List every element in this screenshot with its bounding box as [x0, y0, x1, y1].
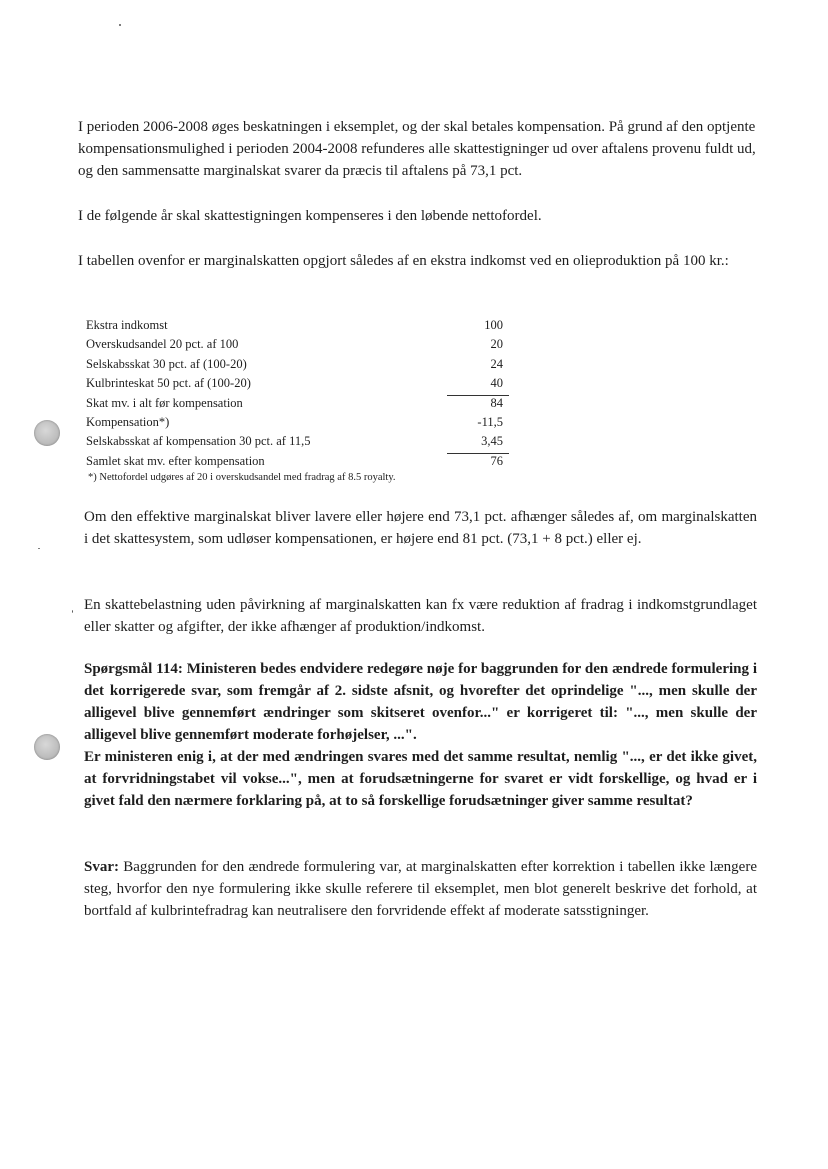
paragraph-tax-burden-example: En skattebelastning uden påvirkning af marginalskatten kan fx være reduktion af fradrag i indkomstgrundlaget eller skatter og afgifter, der ikke afhænger af produktion/indkomst. — [84, 597, 757, 635]
table-row — [86, 432, 511, 451]
row-value: 76 — [490, 453, 503, 468]
row-label: Kulbrinteskat 50 pct. af (100-20) — [86, 376, 251, 391]
row-label: Selskabsskat af kompensation 30 pct. af 11,5 — [86, 434, 311, 449]
table-row — [86, 316, 511, 335]
row-label: Samlet skat mv. efter kompensation — [86, 453, 265, 468]
paragraph-effective-marginal-tax: Om den effektive marginalskat bliver lavere eller højere end 73,1 pct. afhænger således af, om marginalskatten i det skattesystem, som udløser kompensationen, er højere end 81 pct. (73,1 + 8 pct.) eller ej. — [84, 509, 757, 547]
scan-speck — [72, 610, 73, 613]
row-label: Skat mv. i alt før kompensation — [86, 395, 243, 410]
answer-text: Baggrunden for den ændrede formulering var, at marginalskatten efter korrektion i tabellen ikke længere steg, hvorfor den nye formulering ikke skulle referere til eksemplet, men blot generelt beskrive det forhold, at bortfald af kulbrintefradrag kan neutralisere den forvridende effekt af moderate satsstigninger. — [84, 859, 757, 919]
answer-paragraph — [84, 856, 757, 922]
row-value: 20 — [490, 337, 503, 352]
paragraph-following-years: I de følgende år skal skattestigningen kompenseres i den løbende nettofordel. — [78, 208, 542, 224]
question-114-part-1: Spørgsmål 114: Ministeren bedes endvidere redegøre nøje for baggrunden for den ændrede formulering i det korrigerede svar, som fremgår af 2. sidste afsnit, og hvorefter det oprindelige "..., men skulle der alligevel blive gennemført ændringer som skitseret ovenfor..." er korrigeret til: "..., men skulle der alligevel blive gennemført moderate forhøjelser, ...". — [84, 661, 757, 743]
row-value: -11,5 — [477, 414, 503, 429]
row-value: 84 — [490, 395, 503, 410]
row-value: 100 — [484, 318, 503, 332]
table-row — [86, 374, 511, 393]
paragraph-compensation-period: I perioden 2006-2008 øges beskatningen i eksemplet, og der skal betales kompensation. På grund af den optjente kompensationsmulighed i perioden 2004-2008 refunderes alle skattestigninger ud over aftalens provenu fuldt ud, og den sammensatte marginalskat svarer da præcis til aftalens på 73,1 pct. — [78, 119, 756, 179]
paragraph-table-intro: I tabellen ovenfor er marginalskatten opgjort således af en ekstra indkomst ved en olieproduktion på 100 kr.: — [78, 253, 729, 269]
row-label: Selskabsskat 30 pct. af (100-20) — [86, 356, 247, 371]
row-value: 24 — [490, 356, 503, 371]
row-label: Kompensation*) — [86, 414, 170, 429]
table-row — [86, 452, 511, 471]
row-value: 40 — [443, 374, 503, 393]
punch-hole — [34, 420, 60, 446]
table-row — [86, 413, 511, 432]
table-footnote: *) Nettofordel udgøres af 20 i overskudsandel med fradrag af 8.5 royalty. — [88, 472, 396, 483]
row-label: Overskudsandel 20 pct. af 100 — [86, 337, 239, 352]
scan-speck — [38, 548, 40, 549]
scan-speck — [119, 24, 121, 26]
row-value: 3,45 — [443, 432, 503, 451]
table-row — [86, 355, 511, 374]
row-label: Ekstra indkomst — [86, 318, 168, 332]
punch-hole — [34, 734, 60, 760]
answer-label: Svar: — [84, 859, 119, 875]
table-row — [86, 394, 511, 413]
marginal-tax-table — [86, 316, 511, 471]
table-row — [86, 335, 511, 354]
question-114-part-2: Er ministeren enig i, at der med ændringen svares med det samme resultat, nemlig "..., er det ikke givet, at forvridningstabet vil vokse...", men at forudsætningerne for svaret er vidt forskellige, og hvad er i givet fald den nærmere forklaring på, at to så forskellige forudsætninger giver samme resultat? — [84, 749, 757, 809]
